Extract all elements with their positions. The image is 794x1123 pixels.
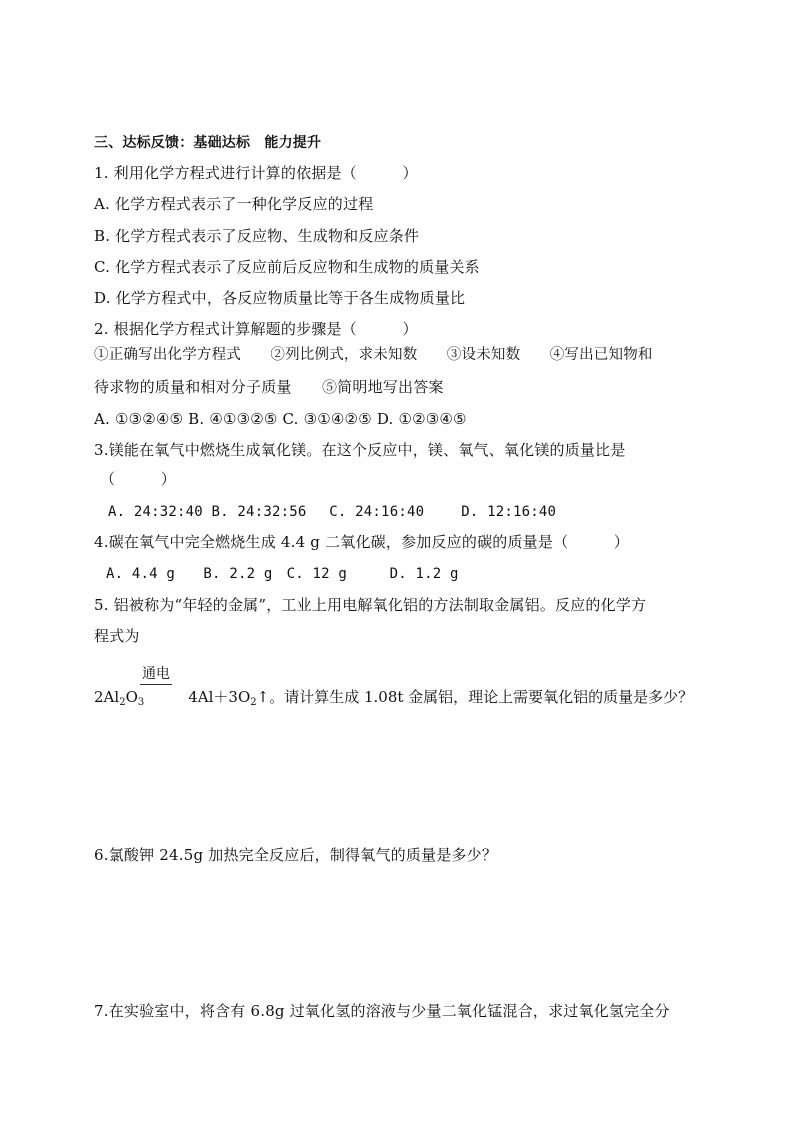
reactant-o: O: [125, 688, 138, 706]
equation-products: [188, 688, 256, 706]
reactant-sub-o: 3: [137, 697, 145, 708]
q1-option-c: C. 化学方程式表示了反应前后反应物和生成物的质量关系: [94, 258, 480, 276]
q7-stem: 7.在实验室中，将含有 6.8g 过氧化氢的溶液与少量二氧化锰混合，求过氧化氢完全分: [94, 1002, 670, 1020]
q5-stem-line1: 5. 铝被称为“年轻的金属”，工业上用电解氧化铝的方法制取金属铝。反应的化学方: [94, 596, 647, 614]
q4-options: A. 4.4 g B. 2.2 g C. 12 g D. 1.2 g: [106, 566, 459, 582]
q1-option-d: D. 化学方程式中，各反应物质量比等于各生成物质量比: [94, 289, 466, 307]
q3-options: A. 24:32:40 B. 24:32:56 C. 24:16:40 D. 12:16:40: [108, 504, 557, 520]
equation-reactant: [94, 688, 144, 706]
q2-options: A. ①③②④⑤ B. ④①③②⑤ C. ③①④②⑤ D. ①②③④⑤: [94, 410, 467, 428]
q6-stem: 6.氯酸钾 24.5g 加热完全反应后，制得氧气的质量是多少？: [94, 846, 498, 864]
reactant-sub-al: 2: [119, 697, 126, 708]
q2-stem: 2. 根据化学方程式计算解题的步骤是（ ）: [94, 320, 418, 338]
q1-stem: 1. 利用化学方程式进行计算的依据是（ ）: [94, 164, 418, 182]
q2-steps-line1: ①正确写出化学方程式 ②列比例式，求未知数 ③设未知数 ④写出已知物和: [94, 347, 653, 363]
reaction-condition: 通电: [140, 665, 172, 685]
section-title: 三、达标反馈：基础达标 能力提升: [94, 135, 322, 151]
products-sub: 2: [250, 697, 257, 708]
q5-question-tail: ↑。请计算生成 1.08t 金属铝，理论上需要氧化铝的质量是多少？: [256, 688, 694, 706]
chemical-equation: [94, 686, 693, 714]
q4-stem: 4.碳在氧气中完全燃烧生成 4.4 g 二氧化碳，参加反应的碳的质量是（ ）: [94, 533, 630, 551]
products-text: 4Al＋3O: [188, 688, 251, 706]
q1-option-a: A. 化学方程式表示了一种化学反应的过程: [94, 195, 374, 213]
q1-option-b: B. 化学方程式表示了反应物、生成物和反应条件: [94, 227, 420, 245]
q2-steps-line2: 待求物的质量和相对分子质量 ⑤简明地写出答案: [94, 378, 444, 396]
q5-stem-line2: 程式为: [94, 627, 140, 645]
q3-paren: （ ）: [100, 470, 177, 488]
q3-stem: 3.镁能在氧气中燃烧生成氧化镁。在这个反应中，镁、氧气、氧化镁的质量比是: [94, 441, 626, 459]
reactant-al: 2Al: [94, 688, 120, 706]
